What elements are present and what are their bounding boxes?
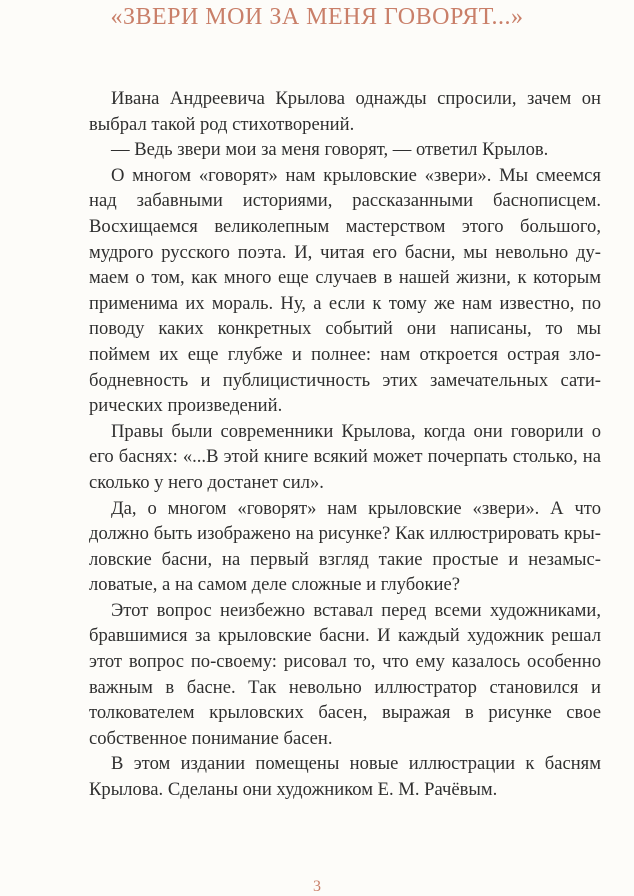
page-number: 3 — [313, 878, 321, 895]
page-title: «ЗВЕРИ МОИ ЗА МЕНЯ ГОВОРЯТ...» — [110, 4, 524, 30]
paragraph-2: — Ведь звери мои за меня говорят, — ответил Крылов. — [111, 139, 549, 161]
paragraph-5: Да, о многом «говорят» нам крыловские «звери». А что должно быть изображено на рисунке? Как иллюстрировать крыловские басни, на первый взгляд такие простые и незамысловатые, а на самом деле сложные и глубокие? — [89, 497, 601, 596]
paragraph-6: Этот вопрос неизбежно вставал перед всеми художниками, бравшимися за крыловские басни. И каждый художник решал этот вопрос по-своему: рисовал то, что ему казалось особенно важным в басне. Так невольно иллюстратор становился и толкователем крыловских басен, выражая в рисунке свое собственное понимание басен. — [89, 599, 601, 749]
paragraph-4: Правы были современники Крылова, когда они говорили о его баснях: «...В этой книге всякий может почерпать столько, на сколько у него достанет сил». — [89, 420, 601, 493]
paragraph-7: В этом издании помещены новые иллюстрации к басням Крылова. Сделаны они художником Е. М. Рачёвым. — [89, 753, 601, 801]
body-text — [89, 86, 601, 803]
paragraph-1: Ивана Андреевича Крылова однажды спросили, зачем он выбрал такой род стихотворений. — [89, 88, 601, 135]
paragraph-3: О многом «говорят» нам крыловские «звери». Мы смеемся над забавными историями, рассказанными баснописцем. Восхищаемся великолепным мастерством этого большого, мудрого русского поэта. И, читая его басни, мы невольно думаем о том, как много еще случаев в нашей жизни, к которым применима их мораль. Ну, а если к тому же нам известно, по поводу каких конкретных событий они написаны, то мы поймем их еще глубже и полнее: нам откроется острая злободневность и публицистичность этих замечательных сатирических произведений. — [89, 164, 601, 417]
